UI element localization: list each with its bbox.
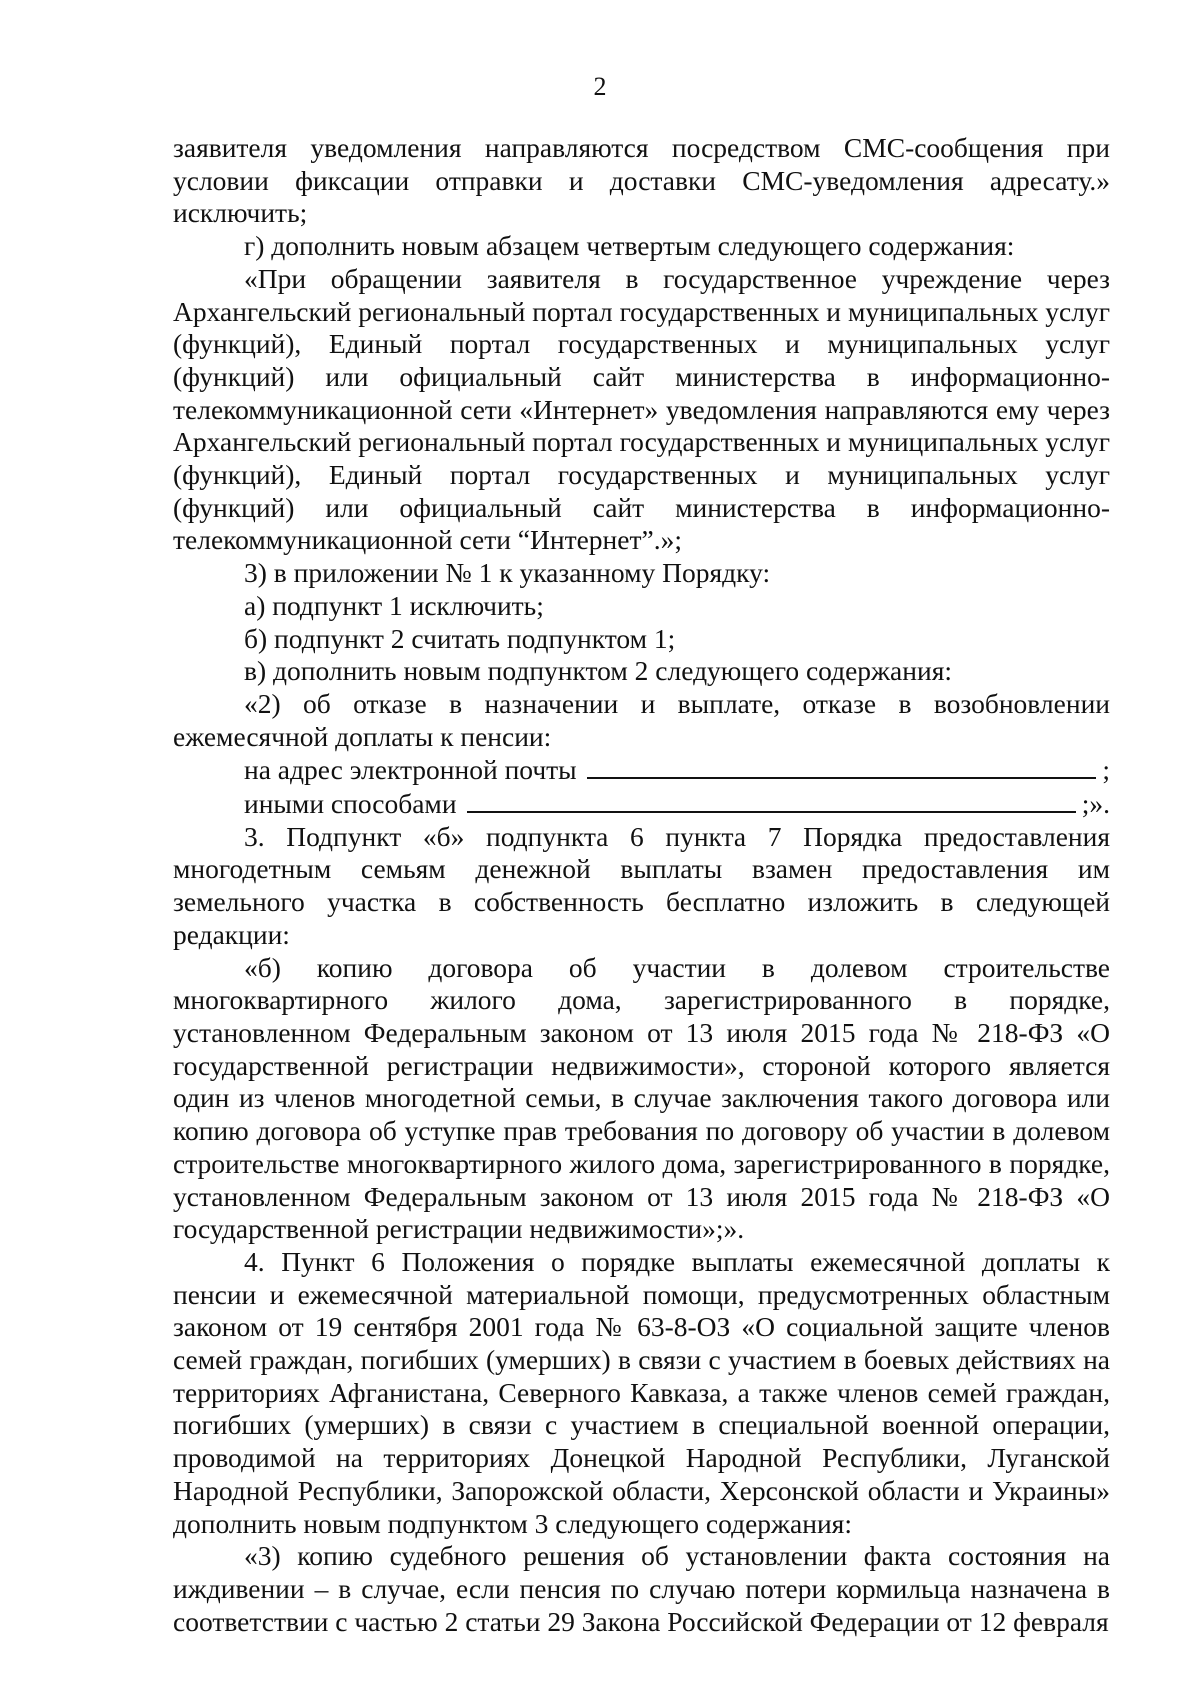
paragraph-quoted-court-decision: «3) копию судебного решения об установлении факта состояния на иждивении – в случае, если пенсия по случаю потери кормильца назначена в соответствии с частью 2 статьи 29 Закона Российской Федерации от 12 февраля <box>173 1540 1110 1637</box>
email-blank-line <box>587 753 1097 779</box>
other-methods-fill-suffix: ;». <box>1081 788 1110 820</box>
document-body <box>173 132 1110 1638</box>
email-fill-suffix: ; <box>1102 754 1110 786</box>
other-methods-fill-line <box>173 787 1110 821</box>
paragraph-continuation: заявителя уведомления направляются посредством СМС-сообщения при условии фиксации отправки и доставки СМС-уведомления адресату.» исключить; <box>173 132 1110 229</box>
paragraph-item-g: г) дополнить новым абзацем четвертым следующего содержания: <box>244 230 1015 262</box>
other-methods-fill-label: иными способами <box>244 788 457 820</box>
paragraph-quoted-contract: «б) копию договора об участии в долевом строительстве многоквартирного жилого дома, зарегистрированного в порядке, установленном Федеральным законом от 13 июля 2015 года № 218-ФЗ «О государственной регистрации недвижимости», стороной которого является один из членов многодетной семьи, в случае заключения такого договора или копию договора об уступке прав требования по договору об участии в долевом строительстве многоквартирного жилого дома, зарегистрированного в порядке, установленном Федеральным законом от 13 июля 2015 года № 218-ФЗ «О государственной регистрации недвижимости»;». <box>173 951 1110 1245</box>
paragraph-point-3: 3. Подпункт «б» подпункта 6 пункта 7 Порядка предоставления многодетным семьям денежной выплаты взамен предоставления им земельного участка в собственность бесплатно изложить в следующей редакции: <box>173 820 1110 950</box>
paragraph-item-a: а) подпункт 1 исключить; <box>244 589 544 621</box>
page-number: 2 <box>593 72 607 101</box>
paragraph-item-b: б) подпункт 2 считать подпунктом 1; <box>244 622 676 654</box>
paragraph-point-4: 4. Пункт 6 Положения о порядке выплаты ежемесячной доплаты к пенсии и ежемесячной материальной помощи, предусмотренных областным законом от 19 сентября 2001 года № 63-8-ОЗ «О социальной защите членов семей граждан, погибших (умерших) в связи с участием в боевых действиях на территориях Афганистана, Северного Кавказа, а также членов семей граждан, погибших (умерших) в связи с участием в специальной военной операции, проводимой на территориях Донецкой Народной Республики, Луганской Народной Республики, Запорожской области, Херсонской области и Украины» дополнить новым подпунктом 3 следующего содержания: <box>173 1245 1110 1539</box>
paragraph-quoted-notification: «При обращении заявителя в государственное учреждение через Архангельский региональный портал государственных и муниципальных услуг (функций), Единый портал государственных и муниципальных услуг (функций) или официальный сайт министерства в информационно-телекоммуникационной сети «Интернет» уведомления направляются ему через Архангельский региональный портал государственных и муниципальных услуг (функций), Единый портал государственных и муниципальных услуг (функций) или официальный сайт министерства в информационно-телекоммуникационной сети “Интернет”.»; <box>173 262 1110 556</box>
email-fill-line <box>173 753 1110 787</box>
email-fill-label: на адрес электронной почты <box>244 754 577 786</box>
paragraph-item-3: 3) в приложении № 1 к указанному Порядку: <box>244 557 771 589</box>
other-methods-blank-line <box>467 787 1076 813</box>
paragraph-quoted-refusal: «2) об отказе в назначении и выплате, отказе в возобновлении ежемесячной доплаты к пенсии: <box>173 687 1110 752</box>
paragraph-item-v: в) дополнить новым подпунктом 2 следующего содержания: <box>244 655 952 687</box>
